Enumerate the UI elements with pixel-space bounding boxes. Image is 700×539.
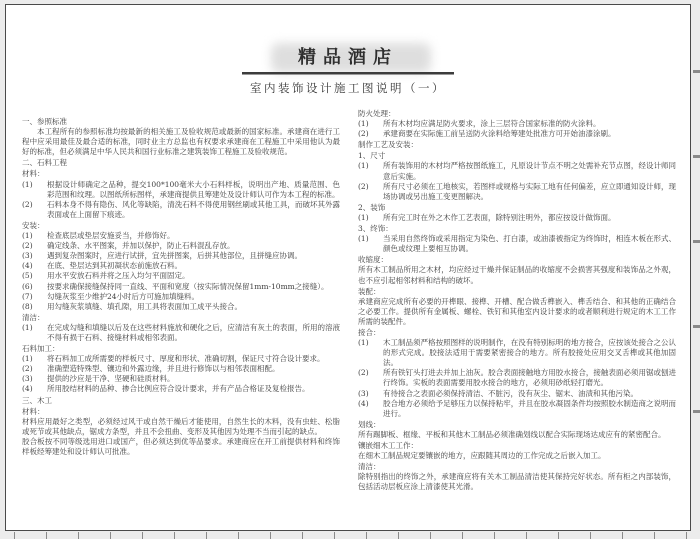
numbered-item (22, 241, 340, 251)
item-text: 所有完工时在外之木作工艺表面，除特别注明外，都应按设计做饰面。 (383, 212, 616, 222)
item-text: 所有尺寸必须在工地核实，若图样或规格与实际工地有任何偏差，应立即通知设计师，现场协调或另出施工变更图解决。 (383, 181, 676, 201)
paragraph: 材料应用最好之类型，必须经过风干或自然干燥后才能使用，自然生长的木料，没有虫蛀、松脂或死节或其他缺点，锯成方条型，并且不会扭曲、变形及其他因为处理不当而引起的缺点。 (22, 416, 340, 436)
numbered-item (358, 129, 676, 139)
section-heading: 2、装饰 (358, 202, 386, 212)
numbered-item (358, 119, 676, 129)
item-text: 用勾缝灰浆填缝、填孔隙，用工具将表面加工成平头接合。 (47, 301, 242, 311)
section-heading: 石料加工： (22, 344, 60, 354)
numbered-item (22, 261, 340, 271)
item-number: (1) (22, 179, 33, 189)
numbered-item (22, 180, 340, 200)
numbered-item (358, 182, 676, 202)
item-text: 胶合地方必须给予足够压力以保持粘牢，并且在胶水凝固条件均按照胶水制造商之说明而进行。 (383, 398, 676, 418)
section-heading: 一、参照标准 (22, 117, 67, 126)
item-text: 所有装饰用的木材均严格按图纸施工，凡原设计节点不明之处需补充节点图，经设计师同意后实施。 (383, 161, 676, 181)
numbered-item (22, 364, 340, 374)
item-number: (1) (22, 354, 33, 364)
section-heading: 收缩度： (358, 255, 388, 265)
item-text: 木工制品须严格按照图样的说明制作，在没有特别标明的地方接合，应按该处接合之公认的形式完成。胶接法适用于需要紧密接合的地方。所有胶接处应用交叉舌榫或其他加固法。 (383, 338, 676, 368)
item-number: (2) (22, 364, 33, 374)
section-heading: 1、尺寸 (358, 151, 386, 161)
item-text: 根据设计师确定之品种，提交100*100毫米大小石料样板，说明出产地、质量范围、色彩范围和纹理。以图纸所标图样，承建商提供且筹建处及设计师认可作为本工程的标准。 (47, 179, 340, 199)
item-number: (2) (358, 368, 369, 378)
numbered-item (22, 282, 340, 292)
section-heading: 3、终饰： (358, 224, 393, 234)
item-number: (1) (358, 212, 369, 222)
item-text: 按要求确保接缝保持同一直线、平面和宽度（按实际情况保留1mm-10mm之接缝）。 (47, 281, 329, 291)
page-subtitle: 室内装饰设计施工图说明（一） (250, 81, 446, 95)
item-text: 石料本身不得有隐伤、风化等缺陷，清洗石料不得使用钢丝刷或其他工具，而破坏其外露表面或在上面留下痕迹。 (47, 199, 340, 219)
item-text: 有待接合之表面必须保持清洁、不脏污，没有灰尘、锯末、油渍和其他污染。 (383, 388, 638, 398)
item-text: 勾缝灰浆至少维护24小时后方可施加填缝料。 (47, 291, 200, 301)
paragraph: 胶合板按不同等级选用进口或国产，但必须达到优等品要求。承建商应在开工前提供材料和终饰样板经筹建处和设计师认可批准。 (22, 436, 340, 456)
item-number: (6) (22, 281, 33, 291)
section-heading: 清洁： (22, 312, 45, 322)
item-text: 在底、垫层达到其初凝状态前施放石料。 (47, 261, 182, 271)
numbered-item (358, 368, 676, 388)
item-number: (2) (22, 199, 33, 209)
item-number: (1) (358, 234, 369, 244)
item-text: 当采用自然终饰或采用指定为染色、打白漆，或油漆被指定为终饰时，相连木板在形式、颜色或纹理上要相互协调。 (383, 234, 676, 254)
item-number: (4) (358, 398, 369, 408)
sheet-border-frame (5, 4, 691, 531)
item-number: (2) (358, 129, 369, 139)
numbered-item (22, 374, 340, 384)
item-text: 在完成勾缝和填缝以后及在这些材料施放和硬化之后，应清洁有灰土的表面，所用的溶液不得有损于石料、接缝材料或相邻表面。 (47, 322, 340, 342)
item-text: 检查底层或垫层安施妥当，并修饰好。 (47, 231, 175, 241)
item-text: 提供的沙应是干净、坚硬和硅质材料。 (47, 374, 175, 384)
paragraph: 在细木工制品规定要镶嵌的地方，应跟随其周边的工作完成之后嵌入加工。 (358, 451, 606, 461)
item-number: (4) (22, 261, 33, 271)
section-heading: 三、木工 (22, 395, 52, 405)
item-number: (8) (22, 301, 33, 311)
item-text: 确定线条、水平图案，并加以保护，防止石料混乱存放。 (47, 241, 235, 251)
numbered-item (22, 271, 340, 281)
numbered-item (22, 292, 340, 302)
page-title: 精品酒店 (298, 47, 398, 68)
numbered-item (22, 323, 340, 343)
title-block (6, 5, 690, 96)
item-number: (1) (22, 322, 33, 332)
section-heading: 材料： (22, 169, 45, 179)
section-heading: 材料： (22, 406, 45, 416)
paragraph: 所有木工制品所用之木材，均应经过干燥并保证制品的收缩度不会损害其强度和装饰品之外观，也不应引起相邻材料和结构的破坏。 (358, 265, 676, 285)
paragraph: 所有踢脚板、框缘、平板和其他木工制品必须准确划线以配合实际现场达成应有的紧密配合。 (358, 429, 666, 439)
item-number: (3) (358, 388, 369, 398)
numbered-item (358, 389, 676, 399)
item-text: 所有铁钉头打进去并加上油灰。胶合表面接触地方用胶水接合，接触表面必须用锯或刨进行终饰。实板的表面需要用胶水接合的地方，必须用砂纸轻打磨光。 (383, 368, 676, 388)
section-heading: 接合： (358, 327, 381, 337)
item-number: (5) (22, 271, 33, 281)
paragraph: 承建商应完成所有必要的开榫眼、接榫、开槽、配合做舌榫嵌入、榫舌结合、和其他的正确结合之必要工作。提供所有金属板、螺栓、铁钉和其他室内设计要求的或者顺利进行规定的木工工作所需的装配件。 (358, 296, 676, 326)
item-number: (1) (358, 338, 369, 348)
item-number: (3) (22, 251, 33, 261)
item-text: 准确塑造特殊型、镶边和外露边缘，并且进行修饰以与相邻表面相配。 (47, 364, 280, 374)
numbered-item (358, 161, 676, 181)
item-text: 所有木材均应满足防火要求，涂上三层符合国家标准的防火涂料。 (383, 119, 601, 129)
section-heading: 防火处理： (358, 109, 396, 118)
item-text: 用水平安放石料并将之压入均匀平面固定。 (47, 271, 190, 281)
item-number: (7) (22, 291, 33, 301)
numbered-item (22, 302, 340, 312)
spec-text-body (6, 96, 690, 492)
item-text: 遇到复杂图案时，应进行试拼，宜先拼图案，后拼其他部位，且拼缝应协调。 (47, 251, 302, 261)
section-heading: 装配： (358, 286, 381, 296)
paragraph: 本工程所有的参照标准均按最新的相关施工及验收规范或最新的国家标准。承建商在进行工程中应采用最佳及最合适的标准，同时业主方总监也有权要求承建商在工程施工中采用他认为最好的标准，但必须满足中华人民共和国行业标准之建筑装饰工程施工及验收规范。 (22, 127, 340, 157)
title-underline (242, 72, 454, 75)
section-heading: 镶嵌细木工工作： (358, 441, 418, 450)
numbered-item (358, 213, 676, 223)
numbered-item (22, 384, 340, 394)
right-column (358, 108, 676, 492)
numbered-item (22, 200, 340, 220)
right-ruler-ticks (693, 70, 700, 479)
section-heading: 清洁： (358, 462, 381, 472)
item-number: (1) (358, 161, 369, 171)
numbered-item (22, 231, 340, 241)
section-heading: 制作工艺及安装： (358, 140, 418, 150)
item-text: 所用胶结材料的品种、掺合比例应符合设计要求，并有产品合格证及复检报告。 (47, 384, 310, 394)
item-text: 将石料加工成所需要的样板尺寸、厚度和形状、准确切割，保证尺寸符合设计要求。 (47, 354, 325, 364)
bottom-ruler-ticks (14, 532, 692, 539)
section-heading: 二、石料工程 (22, 158, 67, 168)
section-heading: 安装： (22, 220, 45, 230)
item-number: (3) (22, 374, 33, 384)
item-text: 承建商要在实际施工前呈送防火涂料给筹建处批准方可开始油漆涂刷。 (383, 129, 616, 139)
numbered-item (358, 399, 676, 419)
item-number: (4) (22, 384, 33, 394)
numbered-item (358, 234, 676, 254)
item-number: (1) (358, 119, 369, 129)
item-number: (1) (22, 231, 33, 241)
item-number: (2) (358, 181, 369, 191)
numbered-item (358, 338, 676, 368)
item-number: (2) (22, 241, 33, 251)
numbered-item (22, 354, 340, 364)
left-column (22, 108, 340, 492)
paragraph: 除特别指出的终饰之外，承建商应将有关木工制品清洁使其保持完好状态。所有柜之内部装饰，包括活动层板应涂上清漆使其光滑。 (358, 472, 676, 492)
section-heading: 划线： (358, 419, 381, 429)
numbered-item (22, 251, 340, 261)
